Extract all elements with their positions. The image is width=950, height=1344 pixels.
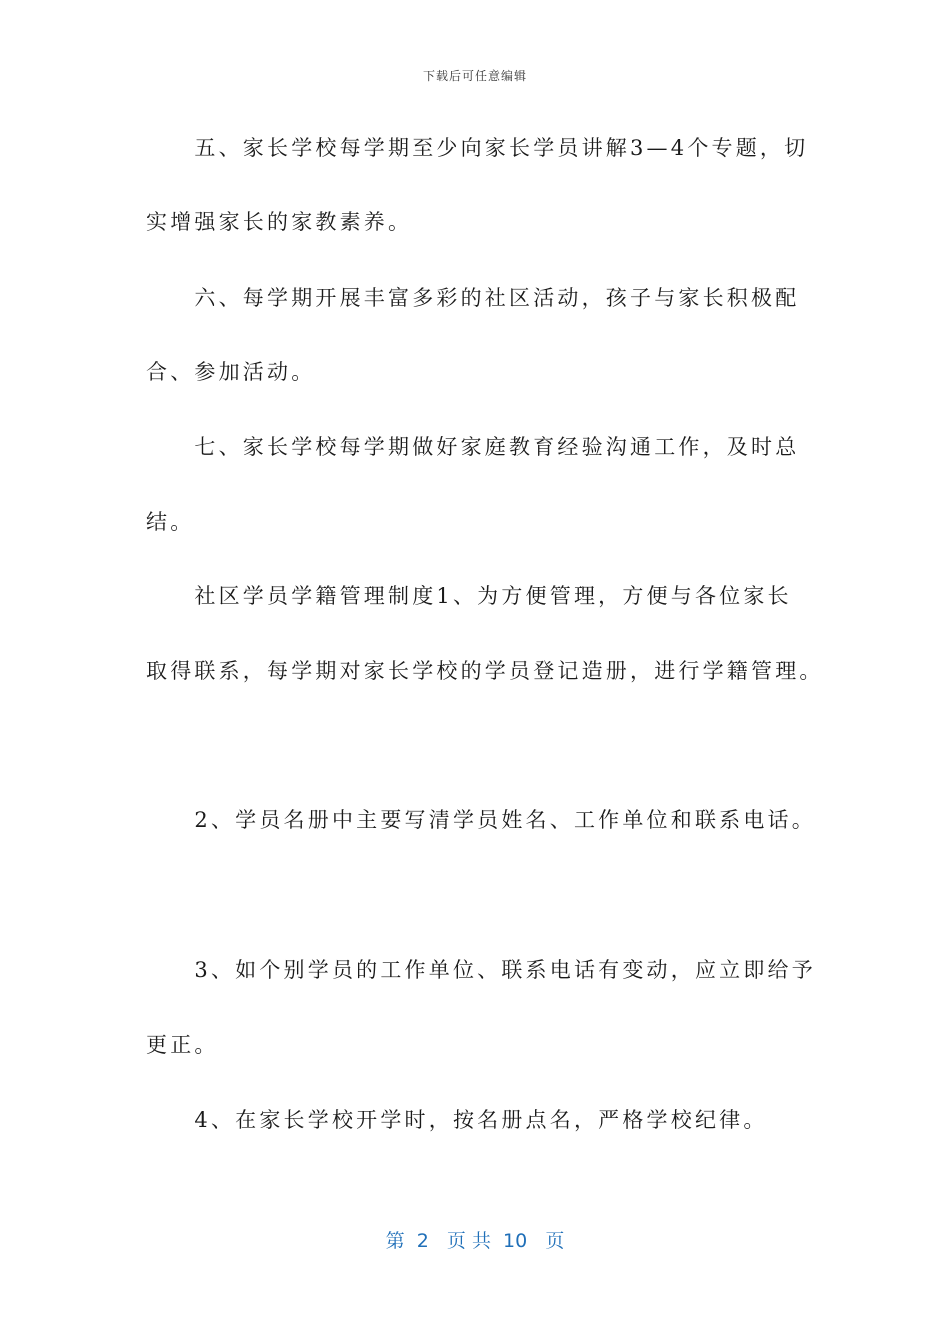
paragraph-line: 更正。 — [146, 1033, 219, 1057]
paragraph-line: 合、参加活动。 — [146, 360, 316, 384]
paragraph-line: 七、家长学校每学期做好家庭教育经验沟通工作，及时总 — [146, 435, 800, 459]
header-note: 下载后可任意编辑 — [422, 69, 527, 83]
paragraph-line: 取得联系，每学期对家长学校的学员登记造册，进行学籍管理。 — [146, 659, 824, 683]
paragraph-line: 2、学员名册中主要写清学员姓名、工作单位和联系电话。 — [146, 808, 816, 832]
paragraph-line: 六、每学期开展丰富多彩的社区活动，孩子与家长积极配 — [146, 286, 800, 310]
paragraph-line: 结。 — [146, 510, 195, 534]
paragraph-line: 3、如个别学员的工作单位、联系电话有变动，应立即给予 — [146, 958, 816, 982]
paragraph-line: 五、家长学校每学期至少向家长学员讲解3—4个专题，切 — [146, 136, 809, 160]
paragraph-line: 4、在家长学校开学时，按名册点名，严格学校纪律。 — [146, 1108, 768, 1132]
paragraph-line: 实增强家长的家教素养。 — [146, 210, 413, 234]
page-number-footer: 第 2 页 共 10 页 — [385, 1230, 565, 1252]
paragraph-line: 社区学员学籍管理制度1、为方便管理，方便与各位家长 — [146, 584, 792, 608]
